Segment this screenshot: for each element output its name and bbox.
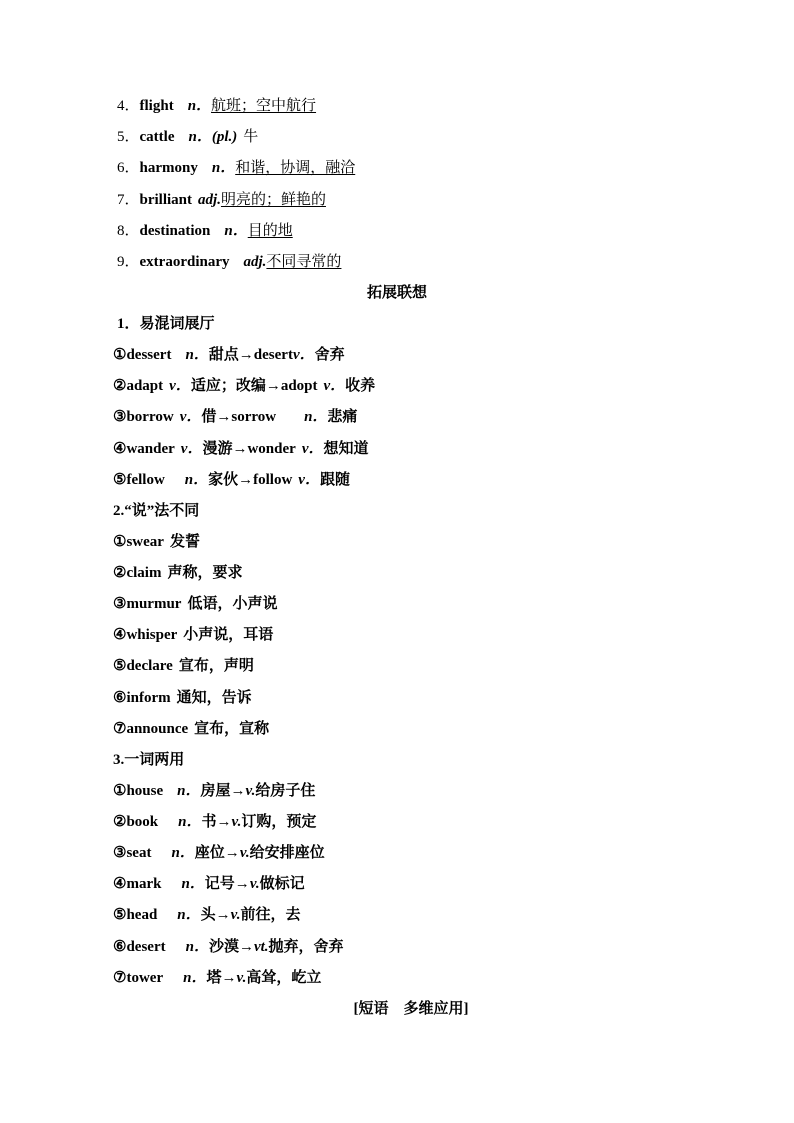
vocab-item-9: 9．extraordinary adj.不同寻常的 xyxy=(117,254,342,270)
dual-use-item-1: ①house n．房屋→v.给房子住 xyxy=(113,783,316,799)
dual-use-item-7: ⑦tower n．塔→v.高耸，屹立 xyxy=(113,970,322,986)
group3-heading: 3.一词两用 xyxy=(113,752,185,768)
section-title: 拓展联想 xyxy=(366,285,427,301)
group1-heading: 1．易混词展厅 xyxy=(117,316,215,332)
say-item-5: ⑤declare 宣布，声明 xyxy=(113,658,254,674)
confusable-item-4: ④wander v．漫游→wonder v．想知道 xyxy=(113,441,369,457)
vocab-meaning: 目的地 xyxy=(247,223,293,239)
dual-use-item-6: ⑥desert n．沙漠→vt.抛弃，舍弃 xyxy=(113,939,344,955)
group2-heading: 2.“说”法不同 xyxy=(113,503,200,519)
vocab-meaning: 明亮的；鲜艳的 xyxy=(220,192,326,208)
vocab-item-8: 8．destination n．目的地 xyxy=(117,223,293,239)
confusable-item-3: ③borrow v．借→sorrow n．悲痛 xyxy=(113,409,358,425)
vocab-item-5: 5．cattle n．(pl.) 牛 xyxy=(117,129,259,145)
confusable-item-2: ②adapt v．适应；改编→adopt v．收养 xyxy=(113,378,376,394)
dual-use-item-5: ⑤head n．头→v.前往，去 xyxy=(113,907,301,923)
vocab-item-4: 4．flight n．航班；空中航行 xyxy=(117,98,317,114)
vocab-item-7: 7．brilliant adj.明亮的；鲜艳的 xyxy=(117,192,326,208)
confusable-item-1: ①dessert n．甜点→desertv．舍弃 xyxy=(113,347,345,363)
say-item-3: ③murmur 低语，小声说 xyxy=(113,596,278,612)
dual-use-item-4: ④mark n．记号→v.做标记 xyxy=(113,876,305,892)
say-item-4: ④whisper 小声说，耳语 xyxy=(113,627,274,643)
say-item-7: ⑦announce 宣布，宣称 xyxy=(113,721,270,737)
vocab-meaning: 航班；空中航行 xyxy=(211,98,317,114)
say-item-1: ①swear 发誓 xyxy=(113,534,200,550)
say-item-2: ②claim 声称，要求 xyxy=(113,565,243,581)
vocab-meaning: 牛 xyxy=(243,129,259,145)
dual-use-item-2: ②book n．书→v.订购，预定 xyxy=(113,814,317,830)
dual-use-item-3: ③seat n．座位→v.给安排座位 xyxy=(113,845,325,861)
confusable-item-5: ⑤fellow n．家伙→follow v．跟随 xyxy=(113,472,350,488)
vocab-meaning: 不同寻常的 xyxy=(266,254,342,270)
vocab-meaning: 和谐，协调，融洽 xyxy=(235,160,356,176)
phrase-section-heading: [短语 多维应用] xyxy=(353,1001,469,1017)
say-item-6: ⑥inform 通知，告诉 xyxy=(113,690,252,706)
vocab-item-6: 6．harmony n．和谐，协调，融洽 xyxy=(117,160,356,176)
